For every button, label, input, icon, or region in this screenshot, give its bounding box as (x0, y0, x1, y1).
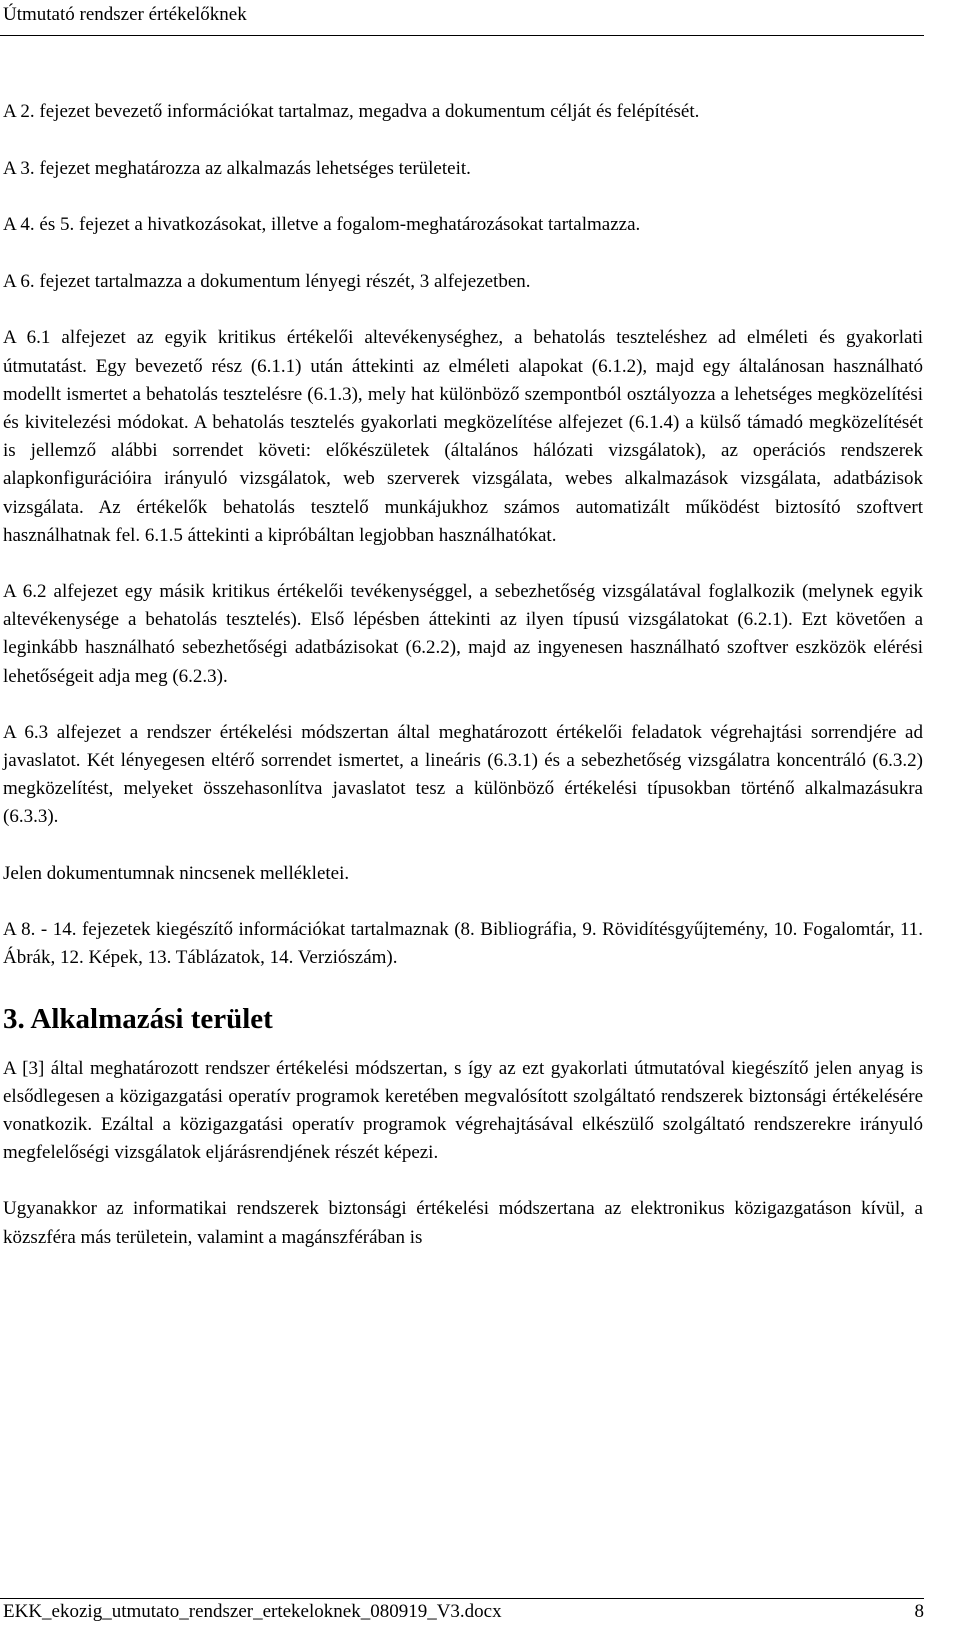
paragraph-no-appendix: Jelen dokumentumnak nincsenek mellékletei. (3, 862, 350, 884)
paragraph-section-6-1: A 6.1 alfejezet az egyik kritikus értékelői altevékenységhez, a behatolás teszteléshez ad elméleti és gyakorlati útmutatást. Egy bevezető rész (6.1.1) után áttekinti az elméleti alapokat (6.1.2), majd egy általánosan használható modellt ismertet a behatolás tesztelésre (6.1.3), mely hat különböző szempontból osztályozza a lehetséges megközelítési és kivitelezési módokat. A behatolás tesztelés gyakorlati megközelítése alfejezet (6.1.4) a külső támadó megközelítését is jellemző alábbi sorrendet követi: előkészületek (általános hálózati vizsgálatok), az operációs rendszerek alapkonfigurációira irányuló vizsgálatok, web szerverek vizsgálata, webes alkalmazások vizsgálata, adatbázisok vizsgálata. Az értékelők behatolás tesztelő munkájukhoz számos automatizált működést biztosító szoftvert használhatnak fel. 6.1.5 áttekinti a kipróbáltan legjobban használhatókat. (3, 327, 923, 546)
paragraph-section-6-3: A 6.3 alfejezet a rendszer értékelési módszertan által meghatározott értékelői feladatok végrehajtási sorrendjére ad javaslatot. Két lényegesen eltérő sorrendet ismertet, a lineáris (6.3.1) és a sebezhetőség vizsgálatra koncentráló (6.3.2) megközelítést, melyeket összehasonlítva javaslatot tesz a különböző értékelési típusokban történő alkalmazásukra (6.3.3). (3, 721, 923, 828)
paragraph-chapter-6: A 6. fejezet tartalmazza a dokumentum lényegi részét, 3 alfejezetben. (3, 270, 531, 292)
page-number: 8 (914, 1601, 924, 1622)
paragraph-chapters-8-14: A 8. - 14. fejezetek kiegészítő információkat tartalmaznak (8. Bibliográfia, 9. Rövidítésgyűjtemény, 10. Fogalomtár, 11. Ábrák, 12. Képek, 13. Táblázatok, 14. Verziószám). (3, 919, 923, 969)
document-body (3, 98, 923, 1252)
footer-filename: EKK_ekozig_utmutato_rendszer_ertekeloknek_080919_V3.docx (3, 1601, 502, 1622)
paragraph-scope-2: Ugyanakkor az informatikai rendszerek biztonsági értékelési módszertana az elektronikus közigazgatáson kívül, a közszféra más területein, valamint a magánszférában is (3, 1198, 923, 1248)
paragraph-chapter-2: A 2. fejezet bevezető információkat tartalmaz, megadva a dokumentum célját és felépítését. (3, 101, 700, 122)
paragraph-chapter-4-5: A 4. és 5. fejezet a hivatkozásokat, illetve a fogalom-meghatározásokat tartalmazza. (3, 214, 641, 236)
running-header-title: Útmutató rendszer értékelőknek (3, 4, 247, 25)
footer-divider (0, 1598, 924, 1599)
paragraph-chapter-3: A 3. fejezet meghatározza az alkalmazás lehetséges területeit. (3, 157, 471, 179)
paragraph-scope-1: A [3] által meghatározott rendszer értékelési módszertan, s így az ezt gyakorlati útmutatóval kiegészítő jelen anyag is elsődlegesen a közigazgatási operatív programok keretében megvalósított szolgáltató rendszerek biztonsági értékelésére vonatkozik. Ezáltal a közigazgatási operatív programok végrehajtásával elkészülő szolgáltató rendszerekre irányuló megfelelőségi vizsgálatok eljárásrendjének részét képezi. (3, 1057, 923, 1164)
header-divider (0, 35, 924, 36)
paragraph-section-6-2: A 6.2 alfejezet egy másik kritikus értékelői tevékenységgel, a sebezhetőség vizsgálatával foglalkozik (melynek egyik altevékenysége a behatolás tesztelés). Első lépésben áttekinti az ilyen típusú vizsgálatokat (6.2.1). Ezt követően a leginkább használható sebezhetőségi adatbázisokat (6.2.2), majd az ingyenesen használható szoftver eszközök elérési lehetőségeit adja meg (6.2.3). (3, 581, 923, 687)
section-heading-3: 3. Alkalmazási terület (3, 1002, 273, 1035)
